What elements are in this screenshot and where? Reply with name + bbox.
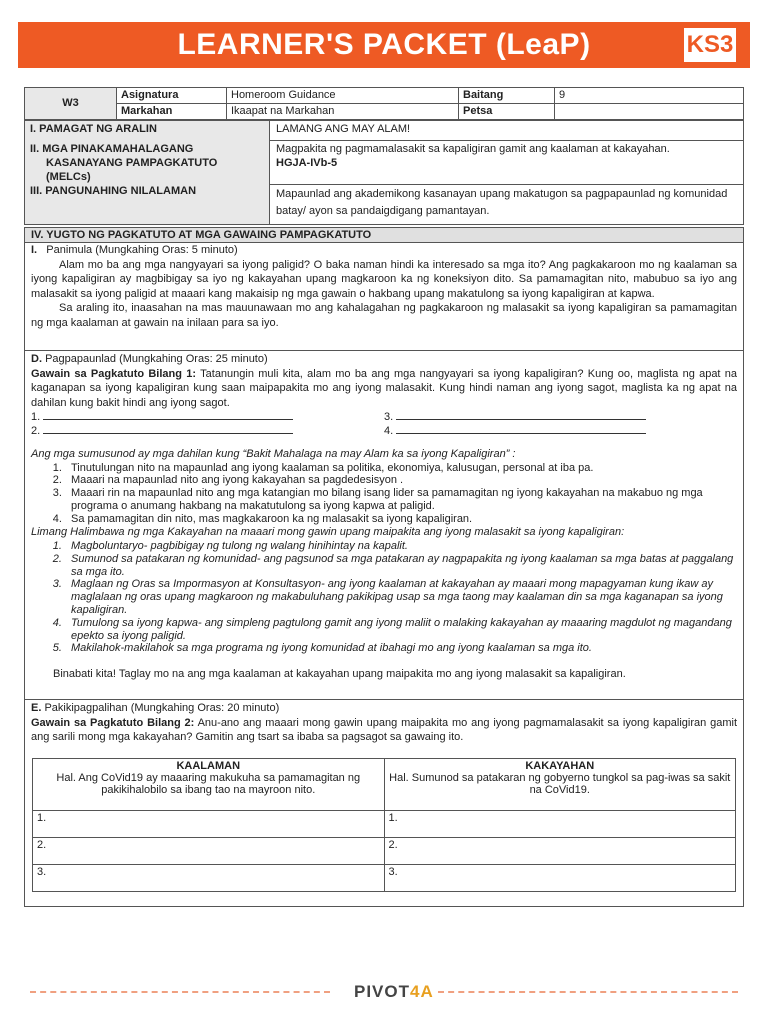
gawain-2 bbox=[25, 716, 743, 745]
baitang-value: 9 bbox=[555, 88, 744, 104]
section-d-title: Pagpapaunlad (Mungkahing Oras: 25 minuto) bbox=[45, 353, 268, 365]
gawain-1-label: Gawain sa Pagkatuto Bilang 1: bbox=[31, 367, 197, 380]
section-d-heading bbox=[25, 352, 743, 367]
info-values bbox=[270, 121, 744, 225]
petsa-value bbox=[555, 104, 744, 120]
panimula-title: Panimula (Mungkahing Oras: 5 minuto) bbox=[46, 244, 238, 256]
reason-item: 1. Tinutulungan nito na mapaunlad ang iyong kaalaman sa politika, ekonomiya, kalusugan, personal at iba pa. bbox=[65, 462, 743, 475]
gawain-1-text: Tatanungin muli kita, alam mo ba ang mga nangyayari sa iyong kapaligiran? Kung oo, maglista ng apat na kaganapan sa iyong kapaligiran kung saan maipapakita mo ang iyong malasakit. Kung hindi naman ang iyong sagot, maglista ka ng apat na dahilan kung bakit hindi ang iyong sagot. bbox=[31, 367, 738, 409]
baitang-label: Baitang bbox=[459, 88, 555, 104]
kakayahan-answer-3[interactable]: 3. bbox=[384, 864, 736, 891]
section-iv bbox=[24, 227, 744, 351]
kakayahan-answer-1[interactable]: 1. bbox=[384, 810, 736, 837]
example-item: 4. Tumulong sa iyong kapwa- ang simpleng pagtulong gamit ang iyong maliit o malaking kakayahan ay maaaring magdulot ng magandang epekto sa iyong paligid. bbox=[65, 617, 743, 643]
blank-4-line[interactable] bbox=[396, 424, 646, 434]
kaalaman-kakayahan-chart bbox=[32, 758, 736, 892]
melcs-code: HGJA-IVb-5 bbox=[276, 157, 338, 169]
panimula-heading bbox=[25, 243, 743, 258]
reason-item: 2. Maaari na mapaunlad nito ang iyong kakayahan sa pagdedesisyon . bbox=[65, 474, 743, 487]
section-d bbox=[24, 350, 744, 700]
reasons-list bbox=[25, 462, 743, 526]
footer-divider-left bbox=[30, 991, 330, 993]
packet-title: LEARNER'S PACKET (LeaP) bbox=[177, 28, 591, 61]
melcs-label-3: (MELCs) bbox=[46, 171, 91, 183]
kaalaman-answer-1[interactable]: 1. bbox=[33, 810, 385, 837]
lesson-info-table bbox=[24, 120, 744, 225]
blank-2-label: 2. bbox=[31, 425, 41, 437]
pamagat-label: I. PAMAGAT NG ARALIN bbox=[30, 123, 157, 135]
kakayahan-answer-2[interactable]: 2. bbox=[384, 837, 736, 864]
asignatura-label: Asignatura bbox=[117, 88, 227, 104]
examples-intro: Limang Halimbawa ng mga Kakayahan na maaari mong gawin upang maipakita ang iyong malasakit sa iyong kapaligiran: bbox=[31, 526, 625, 539]
footer-divider-right bbox=[438, 991, 738, 993]
gawain-2-label: Gawain sa Pagkatuto Bilang 2: bbox=[31, 716, 195, 729]
section-e-title: Pakikipagpalihan (Mungkahing Oras: 20 minuto) bbox=[44, 702, 280, 714]
blank-2-line[interactable] bbox=[43, 424, 293, 434]
table-row bbox=[33, 810, 736, 837]
blank-1-line[interactable] bbox=[43, 410, 293, 420]
melcs-label-2: KASANAYANG PAMPAGKATUTO bbox=[46, 157, 218, 169]
pamagat-value: LAMANG ANG MAY ALAM! bbox=[270, 121, 743, 141]
section-iv-heading: IV. YUGTO NG PAGKATUTO AT MGA GAWAING PAMPAGKATUTO bbox=[25, 228, 743, 243]
kakayahan-title: KAKAYAHAN bbox=[525, 759, 595, 772]
asignatura-value: Homeroom Guidance bbox=[227, 88, 459, 104]
panimula-paragraph-1: Alam mo ba ang mga nangyayari sa iyong paligid? O baka naman hindi ka interesado sa mga ito? Ang pagkakaroon mo ng kaalaman sa iyong kapaligiran ay magbibigay sa iyo ng kakayahan upang magkaroon ka ng koneksiyon dito. Sa pamamagitan nito, mabubuo sa iyo ang malasakit sa iyong paligid at maaari kang makaisip ng mga gawain o hakbang upang makatulong sa iyong kapaligiran at kapwa. bbox=[31, 258, 737, 300]
reasons-intro: Ang mga sumusunod ay mga dahilan kung “Bakit Mahalaga na may Alam ka sa iyong Kapaligiran” : bbox=[31, 448, 516, 460]
pivot-logo: PIVOT4A bbox=[354, 982, 434, 1001]
example-item: 5. Makilahok-makilahok sa mga programa ng iyong komunidad at ibahagi mo ang iyong kaalaman sa mga ito. bbox=[65, 642, 743, 655]
kaalaman-answer-2[interactable]: 2. bbox=[33, 837, 385, 864]
header-table bbox=[24, 87, 744, 120]
section-e bbox=[24, 699, 744, 907]
closing-text: Binabati kita! Taglay mo na ang mga kaalaman at kakayahan upang maipakita mo ang iyong malasakit sa kapaligiran. bbox=[53, 668, 626, 681]
blank-4-label: 4. bbox=[384, 425, 394, 437]
table-row bbox=[33, 864, 736, 891]
melcs-value: Magpakita ng pagmamalasakit sa kapaligiran gamit ang kaalaman at kakayahan. bbox=[276, 143, 670, 155]
kaalaman-example: Hal. Ang CoVid19 ay maaaring makukuha sa pamamagitan ng pakikihalobilo sa ibang tao na mayroon nito. bbox=[56, 771, 361, 796]
gawain-2-text: Anu-ano ang maaari mong gawin upang maipakita mo ang iyong pagmamalasakit sa iyong kapaligiran gamit ang sarili mong mga kakayahan? Gamitin ang tsart sa ibaba sa pagsagot sa gawaing ito. bbox=[31, 716, 737, 743]
kakayahan-example: Hal. Sumunod sa patakaran ng gobyerno tungkol sa pag-iwas sa sakit na CoVid19. bbox=[389, 771, 731, 796]
kaalaman-answer-3[interactable]: 3. bbox=[33, 864, 385, 891]
kaalaman-title: KAALAMAN bbox=[176, 759, 241, 772]
info-labels bbox=[25, 121, 270, 225]
table-row bbox=[33, 837, 736, 864]
ks3-badge: KS3 bbox=[684, 28, 736, 62]
nilalaman-label: III. PANGUNAHING NILALAMAN bbox=[30, 185, 197, 197]
nilalaman-value: Mapaunlad ang akademikong kasanayan upang makatugon sa pagpapaunlad ng komunidad batay/ ayon sa pandaigdigang pamantayan. bbox=[276, 188, 728, 217]
examples-list bbox=[25, 540, 743, 655]
markahan-value: Ikaapat na Markahan bbox=[227, 104, 459, 120]
petsa-label: Petsa bbox=[459, 104, 555, 120]
blank-3-line[interactable] bbox=[396, 410, 646, 420]
markahan-label: Markahan bbox=[117, 104, 227, 120]
reason-item: 3. Maaari rin na mapaunlad nito ang mga katangian mo bilang isang lider sa pamamagitan ng iyong kakayahan na makabuo ng mga programa o anumang hakbang na makatutulong sa iyong kapwa at paligid. bbox=[65, 487, 743, 513]
section-e-label: E. bbox=[31, 702, 42, 714]
panimula-paragraph-2: Sa araling ito, inaasahan na mas mauunawaan mo ang kahalagahan ng pagkakaroon ng malasakit sa iyong kapaligiran sa pamamagitan ng mga kaalaman at gawain na inilaan para sa iyo. bbox=[31, 302, 737, 329]
packet-banner bbox=[18, 22, 750, 68]
melcs-label-1: II. MGA PINAKAMAHALAGANG bbox=[30, 143, 194, 155]
section-d-label: D. bbox=[31, 353, 42, 365]
panimula-label: I. bbox=[31, 244, 38, 256]
answer-blanks-row-2 bbox=[25, 424, 743, 438]
gawain-1 bbox=[25, 367, 743, 411]
example-item: 3. Maglaan ng Oras sa Impormasyon at Konsultasyon- ang iyong kaalaman at kakayahan ay maaari mong mapagyaman kung ikaw ay maglalaan ng oras upang magkaroon ng makabuluhang pakikipag usap sa mga taong may kaalaman din sa mga kaganapan sa iyong kapaligiran. bbox=[65, 578, 743, 616]
week-label: W3 bbox=[25, 88, 117, 120]
section-e-heading bbox=[25, 701, 743, 716]
answer-blanks-row-1 bbox=[25, 410, 743, 424]
kaalaman-header-cell bbox=[33, 758, 385, 810]
kakayahan-header-cell bbox=[384, 758, 736, 810]
page-footer bbox=[30, 982, 738, 1002]
reason-item: 4. Sa pamamagitan din nito, mas magkakaroon ka ng malasakit sa iyong kapaligiran. bbox=[65, 513, 743, 526]
melcs-cell bbox=[270, 141, 743, 185]
example-item: 2. Sumunod sa patakaran ng komunidad- ang pagsunod sa mga patakaran ay nagpapakita ng iyong kaalaman sa mga batas at paggalang sa mga ito. bbox=[65, 553, 743, 579]
blank-3-label: 3. bbox=[384, 411, 394, 423]
example-item: 1. Magboluntaryo- pagbibigay ng tulong ng walang hinihintay na kapalit. bbox=[65, 540, 743, 553]
blank-1-label: 1. bbox=[31, 411, 41, 423]
